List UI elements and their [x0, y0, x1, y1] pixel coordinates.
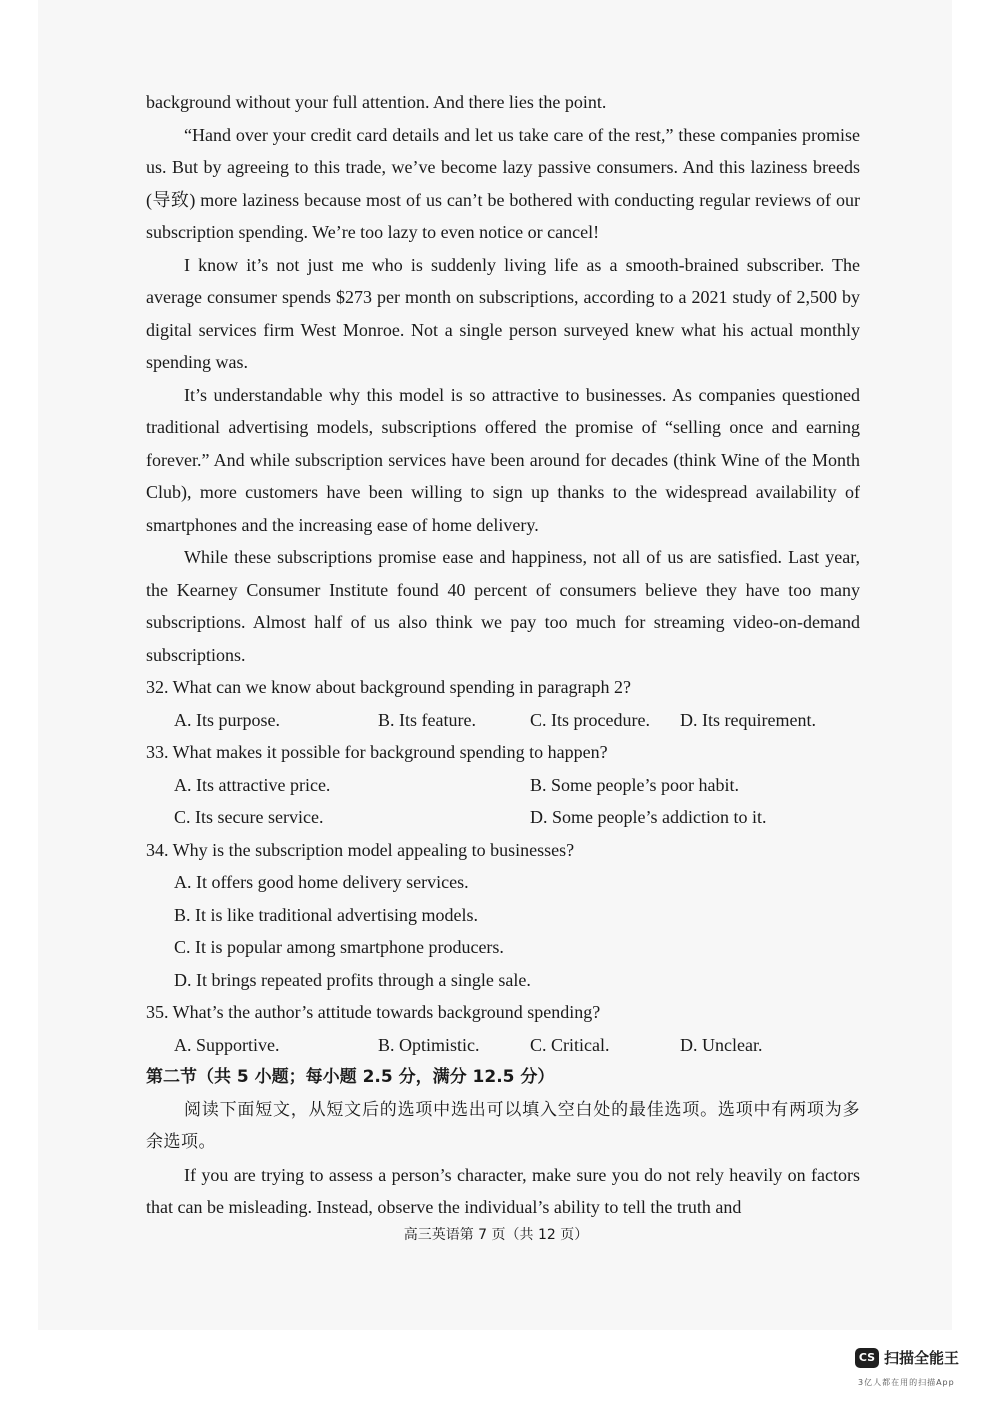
question-stem: 34. Why is the subscription model appealing to businesses?: [146, 839, 575, 860]
section-passage-start: If you are trying to assess a person’s character, make sure you do not rely heavily on factors that can be misleading. Instead, observe the individual’s ability to tell the truth and: [146, 1164, 860, 1217]
section-heading: 第二节（共 5 小题；每小题 2.5 分，满分 12.5 分）: [146, 1067, 555, 1087]
option-b: B. Optimistic.: [378, 1034, 480, 1055]
option-d: D. Unclear.: [680, 1034, 763, 1055]
paragraph-3: I know it’s not just me who is suddenly living life as a smooth-brained subscriber. The average consumer spends $273 per month on subscriptions, according to a 2021 study of 2,500 by digital services firm West Monroe. Not a single person surveyed knew what his actual monthly spending was.: [146, 254, 860, 372]
watermark-tagline: 3亿人都在用的扫描App: [858, 1378, 955, 1387]
option-d: D. It brings repeated profits through a single sale.: [174, 969, 531, 990]
paragraph-2: “Hand over your credit card details and let us take care of the rest,” these companies promise us. But by agreeing to this trade, we’ve become lazy passive consumers. And this laziness breeds (导致) more laziness because most of us can’t be bothered with conducting regular reviews of our subscription spending. We’re too lazy to even notice or cancel!: [146, 124, 860, 242]
question-stem: 33. What makes it possible for background spending to happen?: [146, 742, 608, 762]
paragraph-4: It’s understandable why this model is so attractive to businesses. As companies questioned traditional advertising models, subscriptions offered the promise of “selling once and earning forever.” And while subscription services have been around for decades (think Wine of the Month Club), more customers have been willing to sign up thanks to the widespread availability of smartphones and the increasing ease of home delivery.: [146, 384, 860, 535]
option-c: C. Critical.: [530, 1034, 610, 1055]
question-34: [146, 834, 860, 997]
option-a: A. It offers good home delivery services.: [174, 872, 469, 892]
section-instruction: 阅读下面短文，从短文后的选项中选出可以填入空白处的最佳选项。选项中有两项为多余选项。: [146, 1099, 860, 1152]
question-stem: 32. What can we know about background spending in paragraph 2?: [146, 677, 632, 697]
paragraph-5: While these subscriptions promise ease and happiness, not all of us are satisfied. Last year, the Kearney Consumer Institute found 40 percent of consumers believe they have too many subscriptions. Almost half of us also think we pay too much for streaming video-on-demand subscriptions.: [146, 547, 860, 665]
option-b: B. Its feature.: [378, 709, 476, 730]
question-options: [146, 1029, 860, 1062]
option-b: B. It is like traditional advertising models.: [174, 904, 478, 925]
option-a: A. Its attractive price.: [174, 774, 331, 795]
page-footer: 高三英语第 7 页（共 12 页）: [403, 1227, 589, 1243]
question-stem: 35. What’s the author’s attitude towards background spending?: [146, 1002, 601, 1022]
watermark-name: 扫描全能王: [884, 1349, 960, 1367]
question-35: [146, 996, 860, 1061]
option-c: C. It is popular among smartphone producers.: [174, 937, 504, 957]
option-a: A. Supportive.: [174, 1034, 280, 1055]
paragraph-continued: background without your full attention. And there lies the point.: [146, 92, 607, 112]
option-a: A. Its purpose.: [174, 709, 280, 730]
question-32: [146, 671, 860, 736]
question-options-row-2: [146, 801, 860, 834]
question-options: [146, 704, 860, 737]
option-b: B. Some people’s poor habit.: [530, 774, 739, 795]
document-body: [146, 86, 860, 1224]
question-options-row-1: [146, 769, 860, 802]
question-33: [146, 736, 860, 834]
camscanner-logo-icon: CS: [855, 1348, 879, 1368]
option-d: D. Its requirement.: [680, 709, 816, 730]
scanner-watermark: [855, 1347, 959, 1368]
option-c: C. Its procedure.: [530, 709, 650, 730]
option-c: C. Its secure service.: [174, 807, 324, 827]
option-d: D. Some people’s addiction to it.: [530, 807, 767, 827]
